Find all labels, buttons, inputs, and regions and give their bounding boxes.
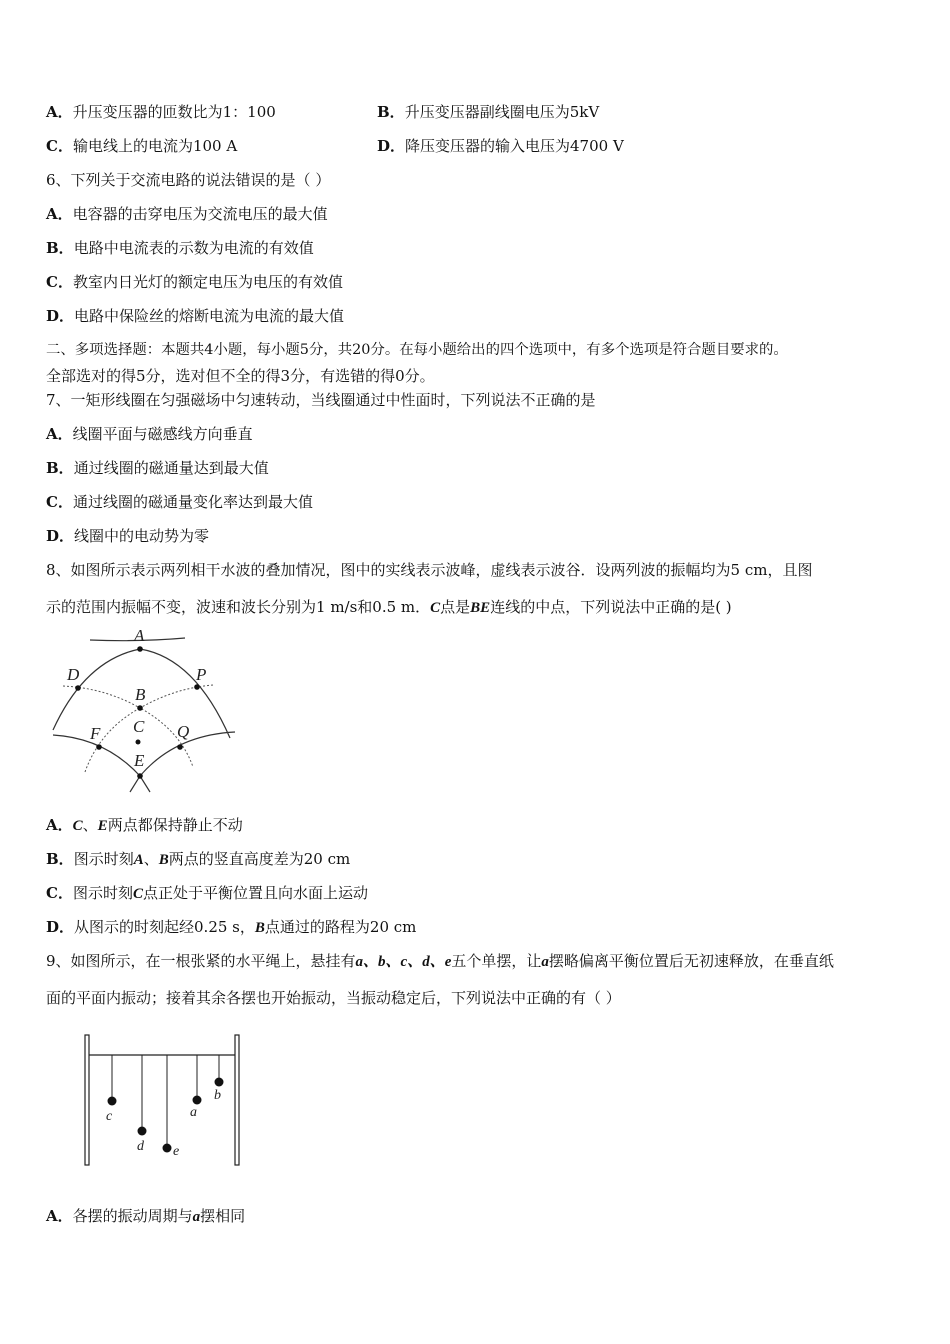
italic: B — [158, 852, 169, 868]
text: 点正处于平衡位置且向水面上运动 — [142, 884, 368, 902]
italic: a — [541, 954, 549, 970]
point-f-dot — [96, 744, 102, 750]
q8-option-d — [46, 917, 416, 938]
option-label: B． — [46, 459, 74, 477]
point-q-dot — [177, 744, 183, 750]
wave-interference-figure — [45, 620, 245, 795]
option-text: 电路中电流表的示数为电流的有效值 — [73, 239, 314, 257]
option-label: C． — [46, 137, 73, 155]
text: 连线的中点，下列说法中正确的是( ) — [490, 598, 732, 616]
q9-stem-line1 — [46, 951, 834, 972]
text: 点通过的路程为20 cm — [264, 918, 417, 936]
text: 五个单摆，让 — [451, 952, 542, 970]
text: 两点的竖直高度差为20 cm — [168, 850, 351, 868]
italic: C — [132, 886, 143, 902]
option-text: 升压变压器副线圈电压为5kV — [404, 103, 600, 121]
option-text: 降压变压器的输入电压为4700 V — [405, 137, 624, 155]
italic: A — [133, 852, 144, 868]
option-text: 线圈中的电动势为零 — [74, 527, 210, 545]
option-text: 通过线圈的磁通量达到最大值 — [73, 459, 269, 477]
q8-stem-line2 — [46, 597, 732, 618]
option-label: A． — [46, 103, 73, 121]
text: 图示时刻 — [72, 884, 133, 902]
option-label: A． — [46, 425, 73, 443]
q8-stem-line1: 8、如图所示表示两列相干水波的叠加情况，图中的实线表示波峰，虚线表示波谷．设两列波的振幅均为5 cm，且图 — [46, 561, 813, 579]
point-c-dot — [136, 740, 141, 745]
option-label: D． — [46, 527, 75, 545]
option-text: 升压变压器的匝数比为1：100 — [72, 103, 276, 121]
text: 两点都保持静止不动 — [107, 816, 243, 834]
q9-stem-line2: 面的平面内振动；接着其余各摆也开始振动，当振动稳定后，下列说法中正确的有（ ） — [46, 989, 621, 1007]
label-f: F — [90, 724, 101, 743]
label-a: A — [134, 626, 145, 645]
q5-option-c — [46, 136, 237, 156]
option-label: B． — [46, 239, 74, 257]
option-label: C． — [46, 273, 73, 291]
point-e-dot — [137, 773, 143, 779]
option-text: 通过线圈的磁通量变化率达到最大值 — [72, 493, 313, 511]
label-b: b — [214, 1088, 221, 1103]
text: 摆相同 — [200, 1207, 246, 1225]
italic: a、b、c、d、e — [355, 954, 452, 970]
italic: B — [254, 920, 265, 936]
point-c: C — [430, 600, 441, 616]
q5-option-a — [46, 102, 276, 122]
q6-option-b — [46, 238, 314, 258]
bob-b — [215, 1078, 224, 1087]
text: 9、如图所示，在一根张紧的水平绳上，悬挂有 — [46, 952, 356, 970]
q7-option-b — [46, 458, 269, 478]
label-e: E — [134, 751, 145, 770]
option-label: D． — [46, 307, 75, 325]
q7-option-a — [46, 424, 253, 444]
label-q: Q — [177, 722, 190, 741]
q5-option-b — [377, 102, 599, 122]
option-text: 电容器的击穿电压为交流电压的最大值 — [72, 205, 328, 223]
bob-d — [138, 1127, 147, 1136]
option-text: 输电线上的电流为100 A — [72, 137, 238, 155]
option-label: D． — [46, 918, 75, 936]
bob-e — [163, 1144, 172, 1153]
italic: E — [97, 818, 108, 834]
option-text: 电路中保险丝的熔断电流为电流的最大值 — [74, 307, 345, 325]
point-p-dot — [194, 684, 200, 690]
q5-option-d — [377, 136, 624, 156]
q8-option-c — [46, 883, 368, 904]
pendulum-figure — [80, 1030, 250, 1170]
option-label: D． — [377, 137, 406, 155]
section2-instructions: 二、多项选择题：本题共4小题，每小题5分，共20分。在每小题给出的四个选项中，有多个选项是符合题目要求的。 — [46, 342, 788, 358]
option-text: 线圈平面与磁感线方向垂直 — [72, 425, 253, 443]
label-d: D — [67, 665, 80, 684]
italic: C — [72, 818, 83, 834]
option-label: A． — [46, 816, 73, 834]
q7-option-c — [46, 492, 313, 512]
point-d-dot — [75, 685, 81, 691]
q8-option-a — [46, 815, 243, 836]
option-text: 教室内日光灯的额定电压为电压的有效值 — [72, 273, 343, 291]
point-a-dot — [137, 646, 143, 652]
text: 示的范围内振幅不变，波速和波长分别为1 m/s和0.5 m． — [46, 598, 431, 616]
option-label: B． — [46, 850, 74, 868]
q6-option-c — [46, 272, 343, 292]
q6-option-a — [46, 204, 328, 224]
crest-line — [140, 732, 235, 792]
text: 图示时刻 — [73, 850, 134, 868]
bob-c — [108, 1097, 117, 1106]
text: 从图示的时刻起经0.25 s， — [74, 918, 255, 936]
text: 点是 — [440, 598, 471, 616]
label-c: c — [106, 1109, 113, 1124]
text: 摆略偏离平衡位置后无初速释放，在垂直纸 — [548, 952, 834, 970]
label-d: d — [137, 1139, 144, 1154]
text: 、 — [82, 816, 98, 834]
q8-option-b — [46, 849, 350, 870]
q6-stem: 6、下列关于交流电路的说法错误的是（ ） — [46, 171, 331, 189]
bob-a — [193, 1096, 202, 1105]
right-post — [235, 1035, 239, 1165]
q7-option-d — [46, 526, 209, 546]
q6-option-d — [46, 306, 344, 326]
label-a: a — [190, 1105, 197, 1120]
section2-scoring: 全部选对的得5分，选对但不全的得3分，有选错的得0分。 — [46, 367, 435, 385]
text: 各摆的振动周期与 — [72, 1207, 193, 1225]
q7-stem: 7、一矩形线圈在匀强磁场中匀速转动，当线圈通过中性面时，下列说法不正确的是 — [46, 391, 596, 409]
label-b: B — [135, 685, 146, 704]
crest-line — [53, 735, 140, 792]
option-label: B． — [377, 103, 405, 121]
segment-be: BE — [470, 600, 491, 616]
option-label: A． — [46, 205, 73, 223]
label-e: e — [173, 1144, 180, 1159]
label-p: P — [196, 665, 207, 684]
option-label: A． — [46, 1207, 73, 1225]
left-post — [85, 1035, 89, 1165]
option-label: C． — [46, 493, 73, 511]
option-label: C． — [46, 884, 73, 902]
italic: a — [192, 1209, 201, 1225]
point-b-dot — [137, 705, 143, 711]
label-c: C — [133, 717, 145, 736]
q9-option-a — [46, 1206, 245, 1227]
text: 、 — [143, 850, 159, 868]
